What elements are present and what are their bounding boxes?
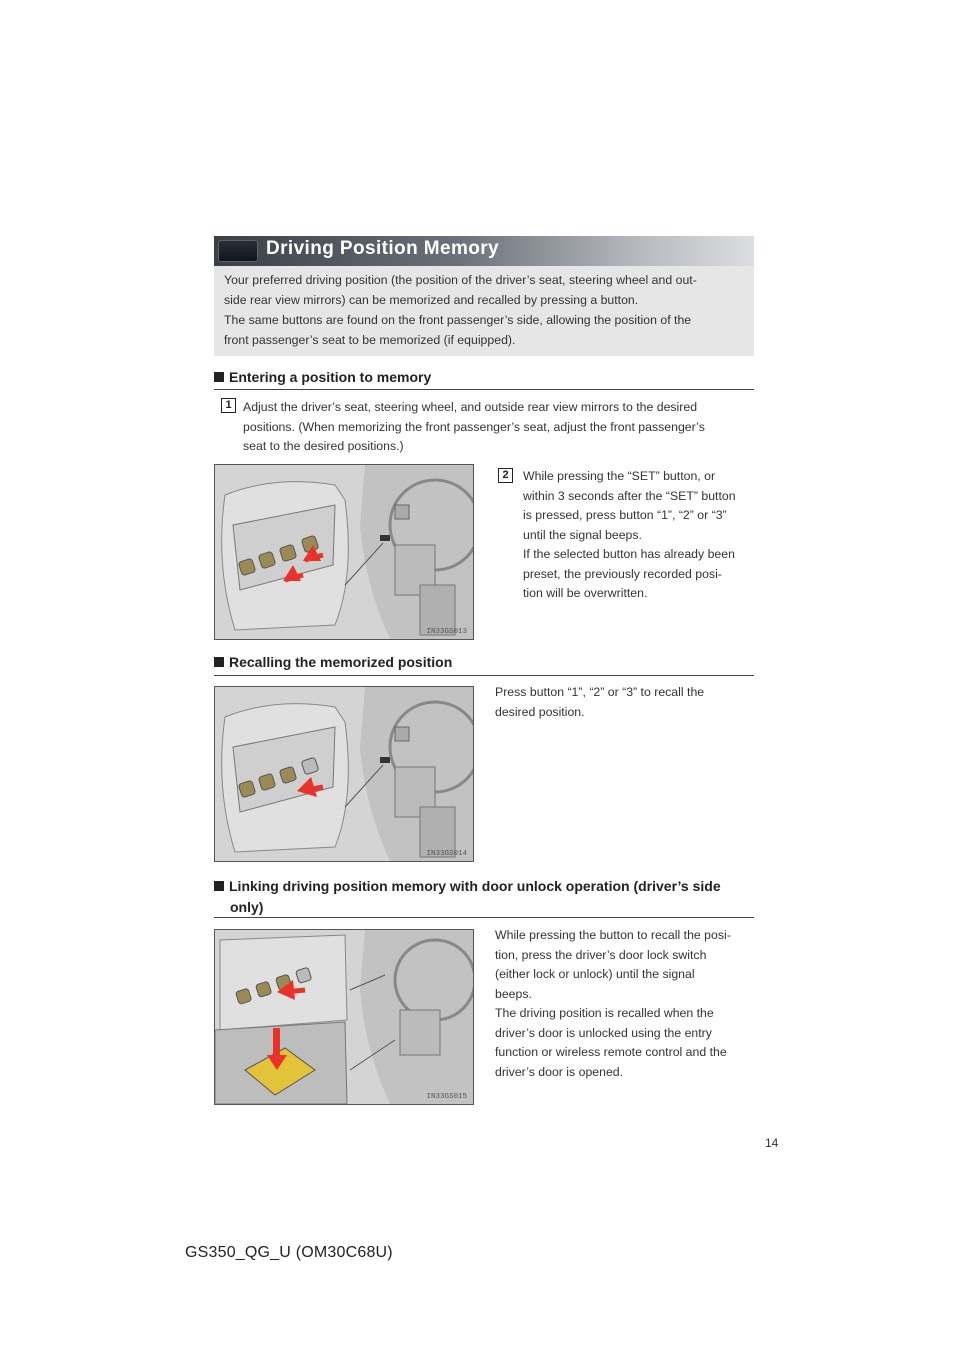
bullet-square-icon [214,372,224,382]
intro-line: side rear view mirrors) can be memorized and recalled by pressing a button. [224,293,639,307]
section-icon [218,240,258,262]
recall-text: Press button “1”, “2” or “3” to recall the desired position. [495,685,705,719]
bullet-square-icon [214,881,224,891]
figure-code: IN33GS014 [426,850,467,858]
seat-memory-illustration [215,687,473,861]
document-footer: GS350_QG_U (OM30C68U) [185,1244,393,1261]
linking-text: While pressing the button to recall the posi- tion, press the driver’s door lock switch (either lock or unlock) until the signal beeps. The driving position is recalled when the driver’s door is unlocked using the entry function or wireless remote control and the driver’s door is opened. [495,928,731,1079]
step-number-badge: 1 [221,398,236,413]
figure-memory-buttons-set [214,464,474,640]
section-heading-recalling: Recalling the memorized position [214,654,754,670]
step1-text: Adjust the driver’s seat, steering wheel, and outside rear view mirrors to the desired positions. (When memorizing the front passenger’s seat, adjust the front passenger’s seat to the desired positions.) [243,400,705,453]
seat-memory-illustration [215,465,473,639]
intro-box [214,266,754,356]
figure-code: IN33GS013 [426,628,467,636]
intro-line: The same buttons are found on the front passenger’s side, allowing the position of the [224,313,692,327]
figure-code: IN33GS015 [426,1093,467,1101]
intro-line: front passenger’s seat to be memorized (if equipped). [224,333,516,347]
figure-door-lock-link [214,929,474,1105]
section-heading-linking: Linking driving position memory with door unlock operation (driver’s side only) [214,876,754,918]
door-lock-illustration [215,930,473,1104]
page-number: 14 [765,1136,779,1150]
section-divider [214,917,754,918]
page-title: Driving Position Memory [266,238,500,259]
section-divider [214,389,754,390]
section-divider [214,675,754,676]
section-heading-entering: Entering a position to memory [214,369,754,385]
figure-memory-buttons-recall [214,686,474,862]
step2-text: While pressing the “SET” button, or within 3 seconds after the “SET” button is pressed, press button “1”, “2” or “3” until the signal beeps. If the selected button has already been preset, the previously recorded posi- tion will be overwritten. [523,469,736,600]
intro-line: Your preferred driving position (the position of the driver’s seat, steering wheel and out- [224,273,697,287]
step-number-badge: 2 [498,468,513,483]
bullet-square-icon [214,657,224,667]
